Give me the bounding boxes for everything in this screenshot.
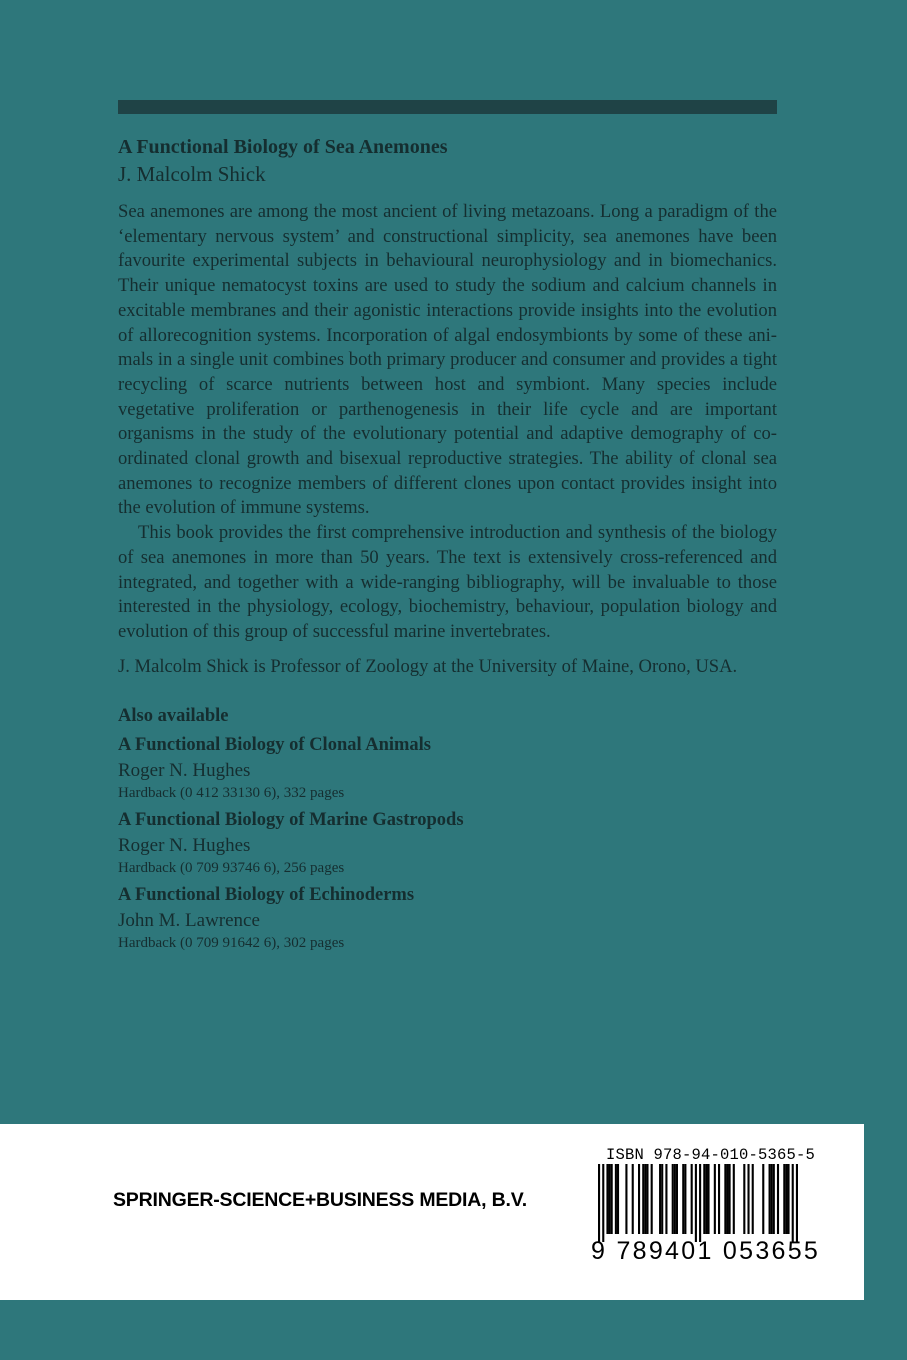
barcode-bar — [644, 1164, 646, 1234]
barcode-bar — [617, 1164, 619, 1234]
barcode-bar — [733, 1164, 735, 1234]
barcode-bar — [611, 1164, 613, 1234]
barcode-bar — [672, 1164, 674, 1234]
barcode-bar — [707, 1164, 709, 1234]
also-available-item — [118, 883, 777, 953]
barcode-bar — [699, 1164, 701, 1242]
book-author: J. Malcolm Shick — [118, 162, 266, 186]
barcode-icon — [598, 1164, 798, 1242]
barcode-bar — [676, 1164, 678, 1234]
barcode-bar — [674, 1164, 676, 1234]
publisher-name: SPRINGER-SCIENCE+BUSINESS MEDIA, B.V. — [113, 1189, 527, 1211]
barcode-bar — [684, 1164, 686, 1234]
barcode-bar — [625, 1164, 627, 1234]
also-available-item — [118, 808, 777, 878]
barcode-bar — [632, 1164, 634, 1234]
barcode-bar — [729, 1164, 731, 1234]
book-title: A Functional Biology of Sea Anemones — [118, 136, 448, 158]
barcode-bar — [661, 1164, 663, 1234]
related-book-title: A Functional Biology of Echinoderms — [118, 885, 415, 906]
related-book-title: A Functional Biology of Clonal Animals — [118, 735, 432, 756]
related-book-author: Roger N. Hughes — [118, 835, 251, 857]
related-book-author: John M. Lawrence — [118, 910, 260, 932]
barcode-bar — [752, 1164, 754, 1234]
back-cover-content — [118, 134, 777, 953]
related-book-author: Roger N. Hughes — [118, 760, 251, 782]
barcode-bar — [747, 1164, 749, 1234]
barcode-bar — [609, 1164, 611, 1234]
blurb-paragraph-2: This book provides the first comprehensive introduction and synthesis of the biology of sea anemones in more than 50 years. The text is extensively cross-referenced and integrated, and together with a wide-ranging bibliography, will be invaluable to those interested in the physiology, ecology, biochemistry, behaviour, population biology and evolution of this group of successful marine invertebrates. — [118, 522, 777, 642]
barcode-bar — [792, 1164, 794, 1242]
barcode-bar — [642, 1164, 644, 1234]
barcode-bar — [615, 1164, 617, 1234]
barcode-bar — [659, 1164, 661, 1234]
barcode-bar — [724, 1164, 726, 1234]
author-bio: J. Malcolm Shick is Professor of Zoology at the University of Maine, Orono, USA. — [118, 655, 738, 677]
footer-band — [0, 1124, 864, 1300]
barcode-bar — [691, 1164, 693, 1234]
barcode-bar — [762, 1164, 764, 1234]
barcode-bar — [665, 1164, 667, 1234]
barcode-bar — [598, 1164, 600, 1242]
barcode-bar — [777, 1164, 779, 1234]
related-book-detail: Hardback (0 412 33130 6), 332 pages — [118, 785, 345, 802]
barcode-bar — [651, 1164, 653, 1234]
decorative-top-rule — [118, 100, 777, 114]
related-book-detail: Hardback (0 709 91642 6), 302 pages — [118, 935, 345, 952]
barcode-bar — [705, 1164, 707, 1234]
barcode-bar — [785, 1164, 787, 1234]
barcode-bar — [726, 1164, 728, 1234]
barcode-digits: 9 789401 053655 — [591, 1237, 821, 1265]
blurb-paragraph-1: Sea anemones are among the most ancient of living metazoans. Long a paradigm of the ‘elementary nervous system’ and constructional simplicity, sea anemones have been favourite experimental subjects in behavioural neurophysiology and in biomechanics. Their unique nematocyst toxins are used to study the sodium and calcium channels in excitable membranes and their agonistic interactions provide insights into the evolution of allorecognition systems. Incorporation of algal endosymbionts by some of these animals in a single unit combines both primary producer and consumer and provides a tight recycling of scarce nutrients between host and symbiont. Many species include vegetative proliferation or parthenogenesis in their life cycle and are important organisms in the study of the evolutionary potential and adaptive demography of co-ordinated clonal growth and bisexual reproductive strategies. The ability of clonal sea anemones to recognize members of different clones upon contact provides insight into the evolution of immune systems. — [118, 201, 777, 519]
barcode-bar — [796, 1164, 798, 1242]
isbn-label: ISBN 978-94-010-5365-5 — [606, 1146, 816, 1164]
barcode-bar — [718, 1164, 720, 1234]
barcode-bar — [602, 1164, 604, 1242]
barcode-bar — [743, 1164, 745, 1234]
barcode-bar — [682, 1164, 684, 1234]
barcode-bar — [787, 1164, 789, 1234]
related-book-title: A Functional Biology of Marine Gastropods — [118, 810, 464, 831]
also-available-heading: Also available — [118, 706, 229, 727]
barcode-bar — [638, 1164, 640, 1234]
barcode-bar — [703, 1164, 705, 1234]
also-available-item — [118, 733, 777, 803]
barcode-bar — [606, 1164, 608, 1234]
barcode-bar — [646, 1164, 648, 1234]
barcode-bar — [783, 1164, 785, 1234]
barcode-bar — [771, 1164, 773, 1234]
barcode-bar — [773, 1164, 775, 1234]
barcode-bar — [695, 1164, 697, 1242]
related-book-detail: Hardback (0 709 93746 6), 256 pages — [118, 860, 345, 877]
barcode-bar — [714, 1164, 716, 1234]
barcode-bar — [769, 1164, 771, 1234]
